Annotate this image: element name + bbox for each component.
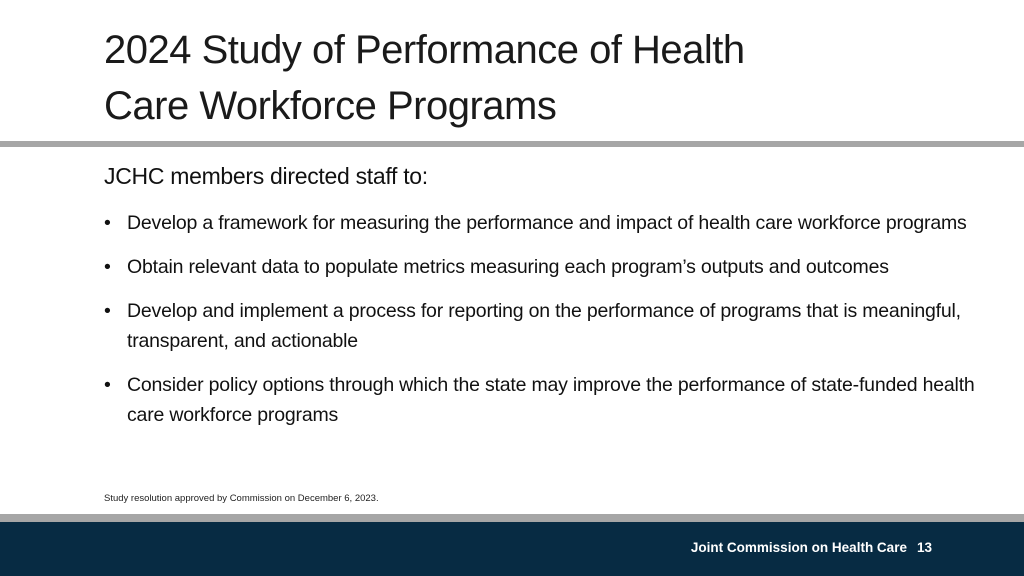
title-line-2: Care Workforce Programs bbox=[104, 84, 557, 128]
bullet-item bbox=[104, 296, 1004, 356]
bullet-list bbox=[104, 208, 1004, 444]
footer-text bbox=[691, 540, 932, 555]
title-divider bbox=[0, 141, 1024, 147]
bullet-item bbox=[104, 208, 1004, 238]
bullet-icon: • bbox=[104, 300, 111, 322]
bullet-text: Develop a framework for measuring the performance and impact of health care workforce programs bbox=[127, 212, 967, 234]
bullet-text: Obtain relevant data to populate metrics measuring each program’s outputs and outcomes bbox=[127, 256, 889, 278]
bullet-text: Consider policy options through which the state may improve the performance of state-funded health care workforce programs bbox=[127, 374, 975, 426]
source-note: Study resolution approved by Commission on December 6, 2023. bbox=[104, 493, 379, 504]
intro-text: JCHC members directed staff to: bbox=[104, 163, 428, 189]
footer-divider bbox=[0, 514, 1024, 522]
bullet-text: Develop and implement a process for reporting on the performance of programs that is meaningful, transparent, and actionable bbox=[127, 300, 961, 352]
bullet-icon: • bbox=[104, 374, 111, 396]
page-number: 13 bbox=[916, 540, 932, 555]
slide-title bbox=[104, 22, 745, 134]
bullet-icon: • bbox=[104, 212, 111, 234]
title-line-1: 2024 Study of Performance of Health bbox=[104, 28, 745, 72]
footer bbox=[0, 522, 1024, 576]
bullet-item bbox=[104, 370, 1004, 430]
bullet-item bbox=[104, 252, 1004, 282]
footer-organization: Joint Commission on Health Care bbox=[690, 540, 907, 555]
bullet-icon: • bbox=[104, 256, 111, 278]
